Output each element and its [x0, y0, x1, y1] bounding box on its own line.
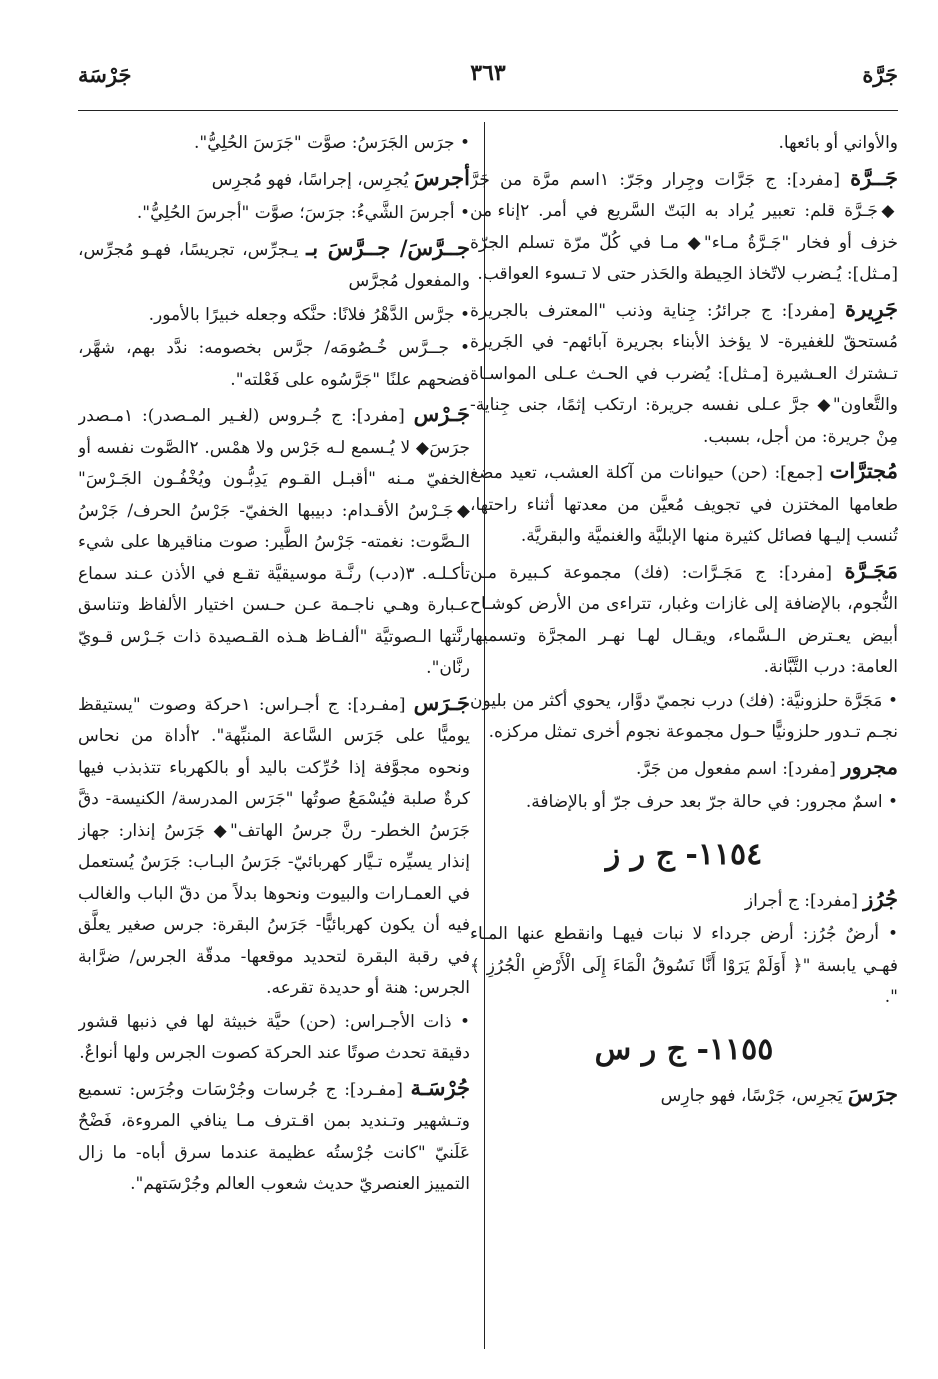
entry-headword: جُرْسَـة — [410, 1074, 470, 1100]
entry-definition: [مفـرد]: ج أجـراس: ١حركة وصوت "يستيقظ يوميًّا على جَرَس السَّاعة المنبِّهة". ٢أداة من نحاس ونحوه مجوَّفة إذا حُرِّكت باليد أو بالكهرباء تتذبذب فيها كرةٌ صلبة فيُسْمَعُ صوتُها "جَرَس المدرسة/ الكنيسة- دقَّ جَرَسُ الخطر- رنَّ جرسُ الهاتف"◆ جَرَسُ إنذار: جهاز إنذار يسيِّره تـيَّار كهربائيّ- جَرَسُ البـاب: جَرَسٌ يُستعمل في العمـارات والبيوت ونحوها بدلاً من دقّ الباب والغالب فيه أن يكون كهربائيًّا- جَرَسُ البقرة: جرس صغير يعلَّق في رقبة البقرة لتحديد موقعها- مدقّة الجرس/ ضرَّابة الجرس: هنة أو حديدة تقرعه. — [78, 694, 470, 998]
entry-headword: مُجترَّات — [829, 458, 898, 483]
sub-entry: • أجرسَ الشَّيءُ: جرَسَ؛ صوَّت "أجرسَ الحُلِيُّ". — [78, 198, 470, 230]
entry-definition: [مفرد]: ج جُـروس (لغـير المـصدر): ١مـصدر جرَسَ◆ لا يُـسمع لـه جَرْس ولا همْس. ٢الصَّوت نفسه أو الخفيّ مـنه "أقبـل القـوم يَدِبُّـون ويُخْفُـون الجَـرْسَ" ◆جَـرْسُ الأقـدام: دبيبها الخفيّ- جَرْسُ الحرف/ جَرْسُ الـصَّوت: نغمته- جَرْسُ الطَّير: صوت مناقيرها على شيء تأكـلـه. ٣(دب) رنَّـة موسيقيَّة تقـع في الأذن عـند سماع عـبارة وهـي ناجـمة عـن حـسن اختيار الألفاظ وتناسق رنَّتها الـصوتيَّة "ألفـاظ هـذه القـصيدة ذات جَـرْس قـويّ رنَّان". — [78, 406, 470, 678]
sub-entry: • جــرَّس خُـصُومَه/ جرَّس بخصومه: ندَّد بهم، شهَّر، فضحهم علنًا "جَرَّسُوه على فَعْلته". — [78, 333, 470, 396]
dictionary-entry — [78, 398, 470, 685]
entry-definition: يَجرِس، جَرْسًا، فهو جارِس — [660, 1085, 843, 1106]
sub-entry: • مَجَرَّة حلزونيَّة: (فك) درب نجميّ دوَّار، يحوي أكثر من بليون نجـم تـدور حلزونيًّا حـول مجموعة نجوم أخرى تمثل مركزه. — [470, 686, 898, 749]
entry-definition: [مفرد]: اسم مفعول من جَرَّ. — [635, 758, 836, 779]
entry-headword: جَرِيرة — [844, 295, 898, 321]
entry-definition: [جمع]: (حن) حيوانات من آكلة العشب، تعيد مضغ طعامها المختزن في تجويف مُعيَّن من معدتها أثناء راحتها، تُنسب إليـها فصائل كثيرة منها الإبليَّة والغنميَّة والبقريَّة. — [470, 463, 898, 546]
dictionary-entry — [470, 883, 898, 918]
entry-definition: [مفرد]: ج جَرَّات وجِرار وجَرّ: ١اسم مرَّة من جَرَّ ◆جَـرَّة قلم: تعبير يُراد به البَتّ السَّريع في أمر. ٢إناء من خزف أو فخار "جَـرَّةُ مـاء"◆ مـا في كُلّ مرّة تسلم الجرّة [مـثل]: يُـضرب لاتّخاذ الحِيطة والحَذر حتى لا تـسوء العواقب. — [470, 169, 898, 284]
sub-entry: • ذات الأجـراس: (حن) حيَّة خبيثة لها في ذنبها قشور دقيقة تحدث صوتًا عند الحركة كصوت الجرس ولها أنواعٌ. — [78, 1007, 470, 1070]
entry-definition: [مفرد]: ج جرائرُ: جِناية وذنب "المعترف بالجريرة مُستحقّ للغفيرة- لا يؤخذ الأبناء بجريرة آبائهم- في الجَريرة تـشترك العـشيرة [مـثل]: يُضرب في الحـث عـلى المواسـاة والتَّعاون"◆ جرَّ عـلى نفسه جريرة: ارتكب إثمًا، جنى جِناية- مِنْ جريرة: من أجل، بسبب. — [470, 300, 898, 447]
entry-definition: يُجرِس، إجراسًا، فهو مُجرِس — [211, 169, 409, 190]
dictionary-entry — [470, 162, 898, 291]
entry-definition: يـجرِّس، تجريسًا، فهـو مُجرِّس، والمفعول مُجرَّس — [78, 239, 470, 291]
dictionary-entry — [470, 1078, 898, 1113]
sub-entry: • جرَّس الدَّهْرُ فلانًا: حنَّكه وجعله خبيرًا بالأمور. — [78, 300, 470, 332]
dictionary-entry — [470, 555, 898, 684]
entry-headword: جــرَّسَ/ جــرَّسَ بـ — [306, 234, 470, 260]
page-number: ٣٦٣ — [470, 60, 506, 86]
dictionary-entry — [78, 232, 470, 298]
header-rule — [78, 110, 898, 111]
entry-definition: [مفـرد]: ج جُرسات وجُرْسَات وجُرَس: تسميع وتـشهير وتـنديد بمن اقـترف مـا ينافي المروءة، فَضْحٌ عَلَنيّ "كانت جُرْستُه عظيمة عندما سرق أباه- ما زال التمييز العنصريّ حديث شعوب العالم وجُرْسَتهم". — [78, 1079, 470, 1194]
entry-headword: جَـرَس — [413, 689, 470, 715]
entry-headword: جرَسَ — [847, 1080, 898, 1106]
right-column — [470, 128, 898, 1353]
entry-headword: جُرُز — [863, 885, 898, 911]
entry-headword: مجرور — [841, 753, 898, 779]
dictionary-entry — [470, 751, 898, 786]
continuation-text: والأواني أو بائعها. — [778, 133, 898, 153]
dictionary-entry — [78, 162, 470, 197]
dictionary-entry — [78, 1072, 470, 1201]
sub-entry: • أرضٌ جُرُز: أرض جرداء لا نبات فيهـا وانقطع عنها المـاء فهـي يابسة "﴿ أَوَلَمْ يَرَوْا أَنَّا نَسُوقُ الْمَاءَ إِلَى الْأَرْضِ الْجُرُزِ ﴾ ". — [470, 919, 898, 1014]
dictionary-entry — [78, 687, 470, 1005]
entry-definition: [مفرد]: ج مَجَـرَّات: (فك) مجموعة كـبيرة مـن النُّجوم، بالإضافة إلى غازات وغبار، تتراءى من الأرض كوشـاح أبيض يعـترض الـسَّماء، ويقـال لهـا نهـر المجرَّة وتسميها العامة: درب التَّبَّانة. — [470, 562, 898, 677]
left-column — [78, 128, 470, 1353]
sub-entry: • جرَس الجَرَسُ: صوَّت "جَرَسَ الحُلِيُّ". — [78, 128, 470, 160]
root-heading: ١١٥٥- ج ر س — [594, 1031, 774, 1067]
entry-headword: جَــرَّة — [850, 164, 898, 190]
sub-entry: • اسمٌ مجرور: في حالة جرّ بعد حرف جرّ أو بالإضافة. — [470, 787, 898, 819]
dictionary-entry — [470, 293, 898, 454]
left-guide-word: جَرْسَة — [78, 62, 132, 87]
page-header — [78, 58, 898, 108]
entry-headword: جَـرْس — [413, 401, 470, 426]
entry-headword: أجرسَ — [413, 164, 470, 190]
entry-headword: مَجَـرَّة — [844, 557, 898, 583]
root-heading: ١١٥٤- ج ر ز — [605, 836, 763, 872]
dictionary-entry — [470, 455, 898, 553]
entry-definition: [مفرد]: ج أجراز — [744, 890, 858, 911]
right-guide-word: جَرَّة — [862, 62, 898, 87]
